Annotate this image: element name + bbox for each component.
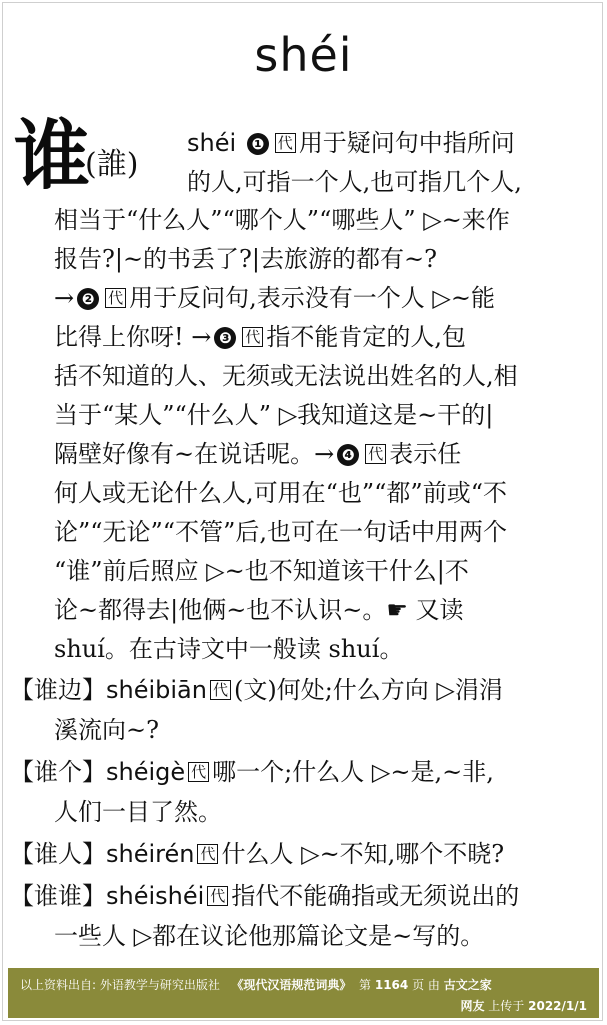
book-title: 《现代汉语规范词典》 bbox=[231, 978, 352, 992]
line-9-prefix: 隔壁好像有~在说话呢。→ bbox=[54, 440, 335, 468]
traditional-form: (誰) bbox=[85, 147, 139, 182]
subentry-shuishui-cont: 一些人 ▷都在议论他那篇论文是~写的。 bbox=[54, 922, 485, 950]
source-line bbox=[20, 976, 492, 993]
sense-2-text: 用于反问句,表示没有一个人 ▷~能 bbox=[129, 284, 495, 312]
publisher: 外语教学与研究出版社 bbox=[99, 978, 220, 992]
entry-line-2: 的人,可指一个人,也可指几个人, bbox=[187, 168, 522, 196]
entry-line-10: 何人或无论什么人,可用在“也”“都”前或“不 bbox=[54, 479, 507, 507]
pos-tag: 代 bbox=[242, 327, 263, 347]
uploader: 网友 bbox=[460, 999, 485, 1013]
subentry-shuige bbox=[10, 760, 494, 784]
entry-line-3: 相当于“什么人”“哪个人”“哪些人” ▷~来作 bbox=[54, 206, 510, 234]
subentry-pinyin: shéigè bbox=[106, 758, 186, 786]
source-footer bbox=[8, 968, 599, 1018]
upload-line bbox=[460, 997, 587, 1014]
entry-line-12: “谁”前后照应 ▷~也不知道该干什么|不 bbox=[54, 557, 469, 585]
entry-line-14: shuí。在古诗文中一般读 shuí。 bbox=[54, 635, 404, 663]
headword-pinyin: shéi bbox=[187, 129, 237, 157]
entry-line-5 bbox=[54, 286, 495, 310]
subentry-head: 【谁个】 bbox=[10, 758, 106, 786]
page-suffix: 页 由 bbox=[412, 978, 440, 992]
sense-4-text: 表示任 bbox=[389, 440, 462, 468]
sense-marker-2: ❷ bbox=[77, 288, 99, 310]
page-prefix: 第 bbox=[359, 978, 372, 992]
subentry-shuige-cont: 人们一目了然。 bbox=[54, 798, 222, 826]
source-prefix: 以上资料出自: bbox=[20, 978, 97, 992]
sense-1-text: 用于疑问句中指所问 bbox=[298, 129, 515, 157]
subentry-shuiren bbox=[10, 842, 504, 866]
entry-line-9 bbox=[54, 442, 461, 466]
entry-line-11: 论”“无论”“不管”后,也可在一句话中用两个 bbox=[54, 518, 507, 546]
page-number: 1164 bbox=[374, 978, 409, 992]
subentry-head: 【谁人】 bbox=[10, 840, 106, 868]
entry-line-13: 论~都得去|他俩~也不认识~。☛ 又读 bbox=[54, 596, 464, 624]
headword-character: 谁 bbox=[14, 111, 90, 200]
sense-marker-4: ❹ bbox=[337, 444, 359, 466]
arrow: → bbox=[54, 284, 75, 312]
sense-3-text: 指不能肯定的人,包 bbox=[266, 323, 467, 351]
subentry-definition: (文)何处;什么方向 ▷涓涓 bbox=[233, 676, 503, 704]
subentry-head: 【谁边】 bbox=[10, 676, 106, 704]
entry-line-6 bbox=[54, 325, 466, 349]
subentry-pinyin: shéirén bbox=[106, 840, 195, 868]
subentry-definition: 指代不能确指或无须说出的 bbox=[231, 882, 520, 910]
upload-date: 2022/1/1 bbox=[528, 999, 587, 1013]
entry-line-4: 报告?|~的书丢了?|去旅游的都有~? bbox=[54, 245, 437, 273]
entry-line-7: 括不知道的人、无须或无法说出姓名的人,相 bbox=[54, 362, 518, 390]
pos-tag: 代 bbox=[365, 444, 386, 464]
sense-marker-1: ❶ bbox=[247, 133, 269, 155]
subentry-definition: 什么人 ▷~不知,哪个不晓? bbox=[221, 840, 505, 868]
sense-marker-3: ❸ bbox=[214, 327, 236, 349]
subentry-head: 【谁谁】 bbox=[10, 882, 106, 910]
subentry-shuibian-cont: 溪流向~? bbox=[54, 716, 159, 744]
pos-tag: 代 bbox=[197, 844, 218, 864]
subentry-shuishui bbox=[10, 884, 519, 908]
entry-line-8: 当于“某人”“什么人” ▷我知道这是~干的| bbox=[54, 401, 494, 429]
pos-tag: 代 bbox=[210, 680, 231, 700]
pinyin-heading: shéi bbox=[254, 28, 353, 82]
pos-tag: 代 bbox=[188, 762, 209, 782]
uploaded-label: 上传于 bbox=[488, 999, 525, 1013]
entry-line-1 bbox=[187, 131, 515, 155]
line-6-prefix: 比得上你呀! → bbox=[54, 323, 212, 351]
pos-tag: 代 bbox=[275, 133, 296, 153]
subentry-pinyin: shéishéi bbox=[106, 882, 205, 910]
site-name: 古文之家 bbox=[443, 978, 492, 992]
pos-tag: 代 bbox=[207, 886, 228, 906]
subentry-pinyin: shéibiān bbox=[106, 676, 207, 704]
pos-tag: 代 bbox=[105, 288, 126, 308]
subentry-definition: 哪一个;什么人 ▷~是,~非, bbox=[212, 758, 494, 786]
subentry-shuibian bbox=[10, 678, 503, 702]
